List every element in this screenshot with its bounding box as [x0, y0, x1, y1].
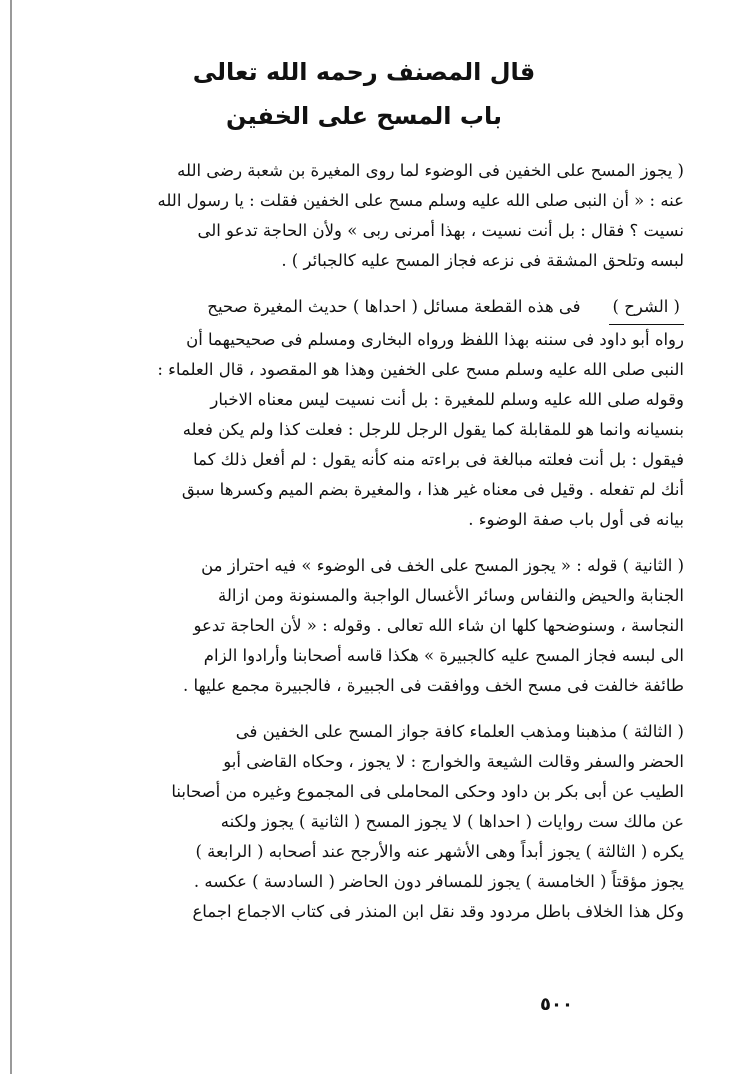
matn-line: لبسه وتلحق المشقة فى نزعه فجاز المسح عليه كالجبائر ) .	[281, 251, 684, 270]
sharh-line: رواه أبو داود فى سننه بهذا اللفظ ورواه البخارى ومسلم فى صحيحيهما أن	[186, 330, 684, 349]
third-line: وكل هذا الخلاف باطل مردود وقد نقل ابن المنذر فى كتاب الاجماع اجماع	[192, 902, 684, 921]
matn-paragraph	[44, 156, 684, 276]
third-line: ( الثالثة ) مذهبنا ومذهب العلماء كافة جواز المسح على الخفين فى	[235, 722, 684, 741]
third-line: عن مالك ست روايات ( احداها ) لا يجوز المسح ( الثانية ) يجوز ولكنه	[220, 812, 684, 831]
sharh-label: ( الشرح )	[609, 292, 684, 325]
sharh-line: فيقول : بل أنت فعلته مبالغة فى براءته منه كأنه يقول : لم أفعل ذلك كما	[193, 450, 684, 469]
page-number: ٥٠٠	[540, 994, 573, 1015]
chapter-title: باب المسح على الخفين	[226, 102, 502, 130]
second-line: طائفة خالفت فى مسح الخف ووافقت فى الجبيرة ، فالجبيرة مجمع عليها .	[182, 676, 684, 695]
second-line: الجنابة والحيض والنفاس وسائر الأغسال الواجبة والمسنونة ومن ازالة	[218, 586, 684, 605]
sharh-paragraph	[44, 292, 684, 535]
matn-line: نسيت ؟ فقال : بل أنت نسيت ، بهذا أمرنى ربى » ولأن الحاجة تدعو الى	[197, 221, 684, 240]
second-line: الى لبسه فجاز المسح عليه كالجبيرة » هكذا قاسه أصحابنا وأرادوا الزام	[203, 646, 684, 665]
sharh-line: أنك لم تفعله . وقيل فى معناه غير هذا ، والمغيرة بضم الميم وكسرها سبق	[181, 480, 684, 499]
page-edge	[10, 0, 12, 1074]
third-paragraph	[44, 717, 684, 927]
sharh-line: بنسيانه وانما هو للمقابلة كما يقول الرجل للرجل : فعلت كذا ولم يكن فعله	[182, 420, 684, 439]
sharh-first-line-text: فى هذه القطعة مسائل ( احداها ) حديث المغيرة صحيح	[207, 297, 581, 316]
third-line: يجوز مؤقتاً ( الخامسة ) يجوز للمسافر دون الحاضر ( السادسة ) عكسه .	[193, 872, 684, 891]
page-content	[44, 50, 684, 943]
second-paragraph	[44, 551, 684, 701]
second-line: ( الثانية ) قوله : « يجوز المسح على الخف فى الوضوء » فيه احتراز من	[201, 556, 684, 575]
matn-line: عنه : « أن النبى صلى الله عليه وسلم مسح على الخفين فقلت : يا رسول الله	[157, 191, 684, 210]
third-line: يكره ( الثالثة ) يجوز أبداً وهى الأشهر عنه والأرجح عند أصحابه ( الرابعة )	[195, 842, 684, 861]
sharh-line: وقوله صلى الله عليه وسلم للمغيرة : بل أنت نسيت ليس معناه الاخبار	[210, 390, 684, 409]
author-line: قال المصنف رحمه الله تعالى	[192, 58, 536, 86]
second-line: النجاسة ، وسنوضحها كلها ان شاء الله تعالى . وقوله : « لأن الحاجة تدعو	[193, 616, 684, 635]
sharh-line: بيانه فى أول باب صفة الوضوء .	[468, 510, 684, 529]
third-line: الحضر والسفر وقالت الشيعة والخوارج : لا يجوز ، وحكاه القاضى أبو	[223, 752, 684, 771]
third-line: الطيب عن أبى بكر بن داود وحكى المحاملى فى المجموع وغيره من أصحابنا	[171, 782, 684, 801]
sharh-first-line	[44, 292, 684, 325]
matn-line: ( يجوز المسح على الخفين فى الوضوء لما روى المغيرة بن شعبة رضى الله	[177, 161, 684, 180]
sharh-line: النبى صلى الله عليه وسلم مسح على الخفين وهذا هو المقصود ، قال العلماء :	[157, 360, 684, 379]
